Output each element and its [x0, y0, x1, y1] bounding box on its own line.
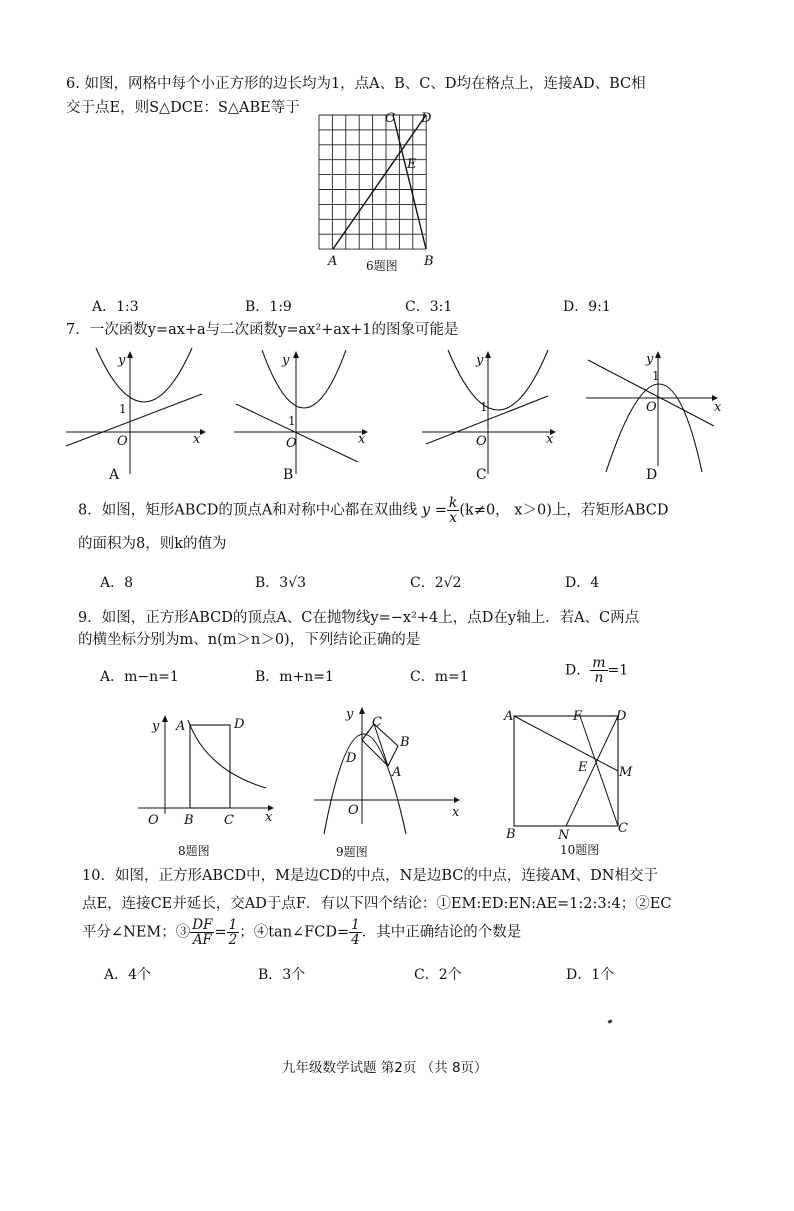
svg-text:x: x — [546, 432, 554, 447]
q9-line1: 9．如图，正方形ABCD的顶点A、C在抛物线y=−x²+4上，点D在y轴上．若A、C两点 — [78, 610, 640, 626]
q7-label-d: D — [646, 467, 658, 483]
svg-text:x: x — [265, 810, 273, 825]
q9-option-d: D． $\frac{m}{n}$ =1 — [565, 655, 629, 686]
svg-text:A: A — [176, 719, 186, 734]
svg-text:y: y — [646, 352, 654, 367]
svg-text:B: B — [506, 827, 516, 842]
square-ABCD — [362, 724, 398, 766]
label-E: E — [407, 157, 417, 172]
q6-option-b: B．1:9 — [245, 299, 292, 315]
svg-text:O: O — [286, 436, 297, 451]
q10-line2: 点E，连接CE并延长，交AD于点F．有以下四个结论：①EM:ED:EN:AE=1:2:3:4；②EC — [82, 896, 672, 912]
q6-caption: 6题图 — [366, 259, 398, 273]
svg-text:M: M — [619, 765, 633, 780]
label-D: D — [421, 111, 432, 126]
svg-text:O: O — [117, 434, 128, 449]
svg-text:O: O — [476, 434, 487, 449]
q7-label-b: B — [283, 467, 294, 483]
svg-text:D: D — [616, 709, 627, 724]
svg-text:F: F — [573, 709, 583, 724]
svg-text:E: E — [578, 760, 588, 775]
q7-graph-c — [418, 346, 568, 486]
q9-option-b: B．m+n=1 — [255, 669, 334, 685]
svg-text:y: y — [152, 719, 160, 734]
q6-line1: 6. 如图，网格中每个小正方形的边长均为1，点A、B、C、D均在格点上，连接AD、BC相 — [66, 76, 646, 92]
svg-text:1: 1 — [480, 400, 488, 414]
q7-graph-a — [62, 346, 212, 486]
q9-option-c: C．m=1 — [410, 669, 469, 685]
svg-text:D: D — [234, 717, 245, 732]
q6-grid-figure — [300, 108, 460, 278]
svg-text:C: C — [618, 821, 628, 836]
fig8 — [134, 710, 284, 860]
svg-text:B: B — [400, 735, 410, 750]
q6-option-d: D．9:1 — [563, 299, 611, 315]
fig10 — [500, 704, 650, 860]
label-B: B — [424, 254, 434, 269]
svg-text:1: 1 — [652, 369, 660, 383]
q7-label-c: C — [476, 467, 487, 483]
q6-option-c: C．3:1 — [405, 299, 453, 315]
svg-text:B: B — [184, 813, 194, 828]
svg-text:y: y — [346, 707, 354, 722]
label-C: C — [385, 111, 395, 126]
fig9-caption: 9题图 — [336, 845, 368, 859]
q9-line2: 的横坐标分别为m、n(m＞n＞0)，下列结论正确的是 — [78, 632, 421, 648]
svg-text:A: A — [504, 709, 514, 724]
q10-option-a: A．4个 — [104, 967, 152, 983]
q8-option-b: B．3√3 — [255, 575, 307, 591]
q7-graph-d — [584, 346, 734, 486]
svg-text:x: x — [714, 400, 722, 415]
q10-line1: 10．如图，正方形ABCD中，M是边CD的中点，N是边BC的中点，连接AM、DN相交于 — [82, 868, 658, 884]
fig8-caption: 8题图 — [178, 844, 210, 858]
label-A: A — [328, 254, 338, 269]
svg-text:x: x — [358, 432, 366, 447]
q8-line2: 的面积为8，则k的值为 — [78, 536, 227, 552]
segment-AD — [333, 115, 426, 249]
q7-stem: 7．一次函数y=ax+a与二次函数y=ax²+ax+1的图象可能是 — [66, 322, 459, 338]
fig9 — [310, 704, 470, 860]
svg-text:y: y — [282, 353, 290, 368]
svg-text:C: C — [372, 715, 382, 730]
stray-mark — [608, 1019, 613, 1024]
q8-option-c: C．2√2 — [410, 575, 462, 591]
q8-option-a: A．8 — [100, 575, 134, 591]
page-footer: 九年级数学试题 第2页 （共 8页） — [282, 1060, 488, 1076]
svg-text:O: O — [646, 400, 657, 415]
q10-option-c: C．2个 — [414, 967, 462, 983]
svg-text:1: 1 — [288, 414, 296, 428]
svg-text:D: D — [346, 751, 357, 766]
segment-BC — [393, 115, 426, 249]
q10-option-b: B．3个 — [258, 967, 306, 983]
q8-option-d: D．4 — [565, 575, 600, 591]
svg-text:O: O — [148, 813, 159, 828]
q10-line3: 平分∠NEM；③ $\frac{DF}{AF}$ = $\frac{1}{2}$ ；④tan∠FCD= $\frac{1}{4}$ ．其中正确结论的个数是 — [82, 917, 522, 948]
svg-text:y: y — [118, 353, 126, 368]
svg-text:A: A — [392, 765, 402, 780]
q9-option-a: A．m−n=1 — [100, 669, 179, 685]
square-ABCD-10 — [514, 716, 618, 826]
q6-option-a: A．1:3 — [92, 299, 139, 315]
q6-line2: 交于点E，则S△DCE：S△ABE等于 — [66, 100, 300, 116]
q7-graph-b — [230, 346, 380, 486]
svg-text:N: N — [558, 828, 570, 843]
svg-text:y: y — [476, 353, 484, 368]
q8-line1: 8．如图，矩形ABCD的顶点A和对称中心都在双曲线 y = $\frac{k}{x}$ (k≠0， x＞0)上，若矩形ABCD — [78, 495, 669, 526]
svg-text:x: x — [193, 432, 201, 447]
q7-label-a: A — [109, 467, 120, 483]
svg-text:O: O — [348, 803, 359, 818]
svg-text:1: 1 — [119, 402, 127, 416]
svg-text:x: x — [452, 805, 460, 820]
q10-option-d: D．1个 — [566, 967, 615, 983]
svg-text:C: C — [224, 813, 234, 828]
fig10-caption: 10题图 — [560, 843, 600, 857]
